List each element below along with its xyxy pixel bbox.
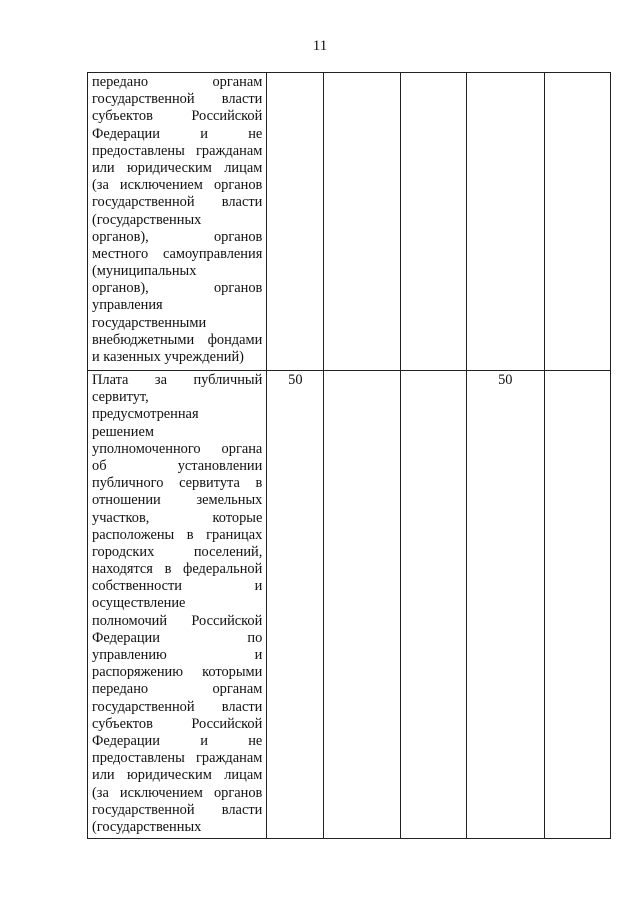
text-word: решением (92, 423, 154, 440)
text-word: или (92, 767, 115, 784)
text-word: государственной (92, 698, 195, 715)
text-word: по (247, 629, 263, 646)
text-line (92, 595, 262, 612)
text-word: Российской (191, 715, 263, 732)
text-line (92, 681, 262, 698)
value-cell: 50 (267, 371, 324, 839)
text-word: государственной (92, 801, 195, 818)
text-word: в (186, 526, 194, 543)
text-line (92, 492, 262, 509)
text-word: отношении (92, 492, 161, 509)
text-word: передано (92, 681, 149, 698)
text-word: осуществление (92, 595, 186, 612)
text-word: власти (221, 801, 263, 818)
text-line (92, 91, 262, 108)
text-line (92, 212, 262, 229)
text-word: местного (92, 245, 149, 262)
text-word: публичный (193, 372, 263, 388)
text-line (92, 332, 262, 349)
text-line (92, 767, 262, 784)
text-line (92, 750, 262, 767)
text-line (92, 349, 262, 366)
text-word: субъектов (92, 715, 153, 732)
text-line (92, 177, 262, 194)
text-word: органов (213, 280, 263, 297)
text-word: участков, (92, 509, 150, 526)
value-cell (267, 73, 324, 371)
value-cell (544, 73, 610, 371)
text-line (92, 561, 262, 578)
page-number: 11 (312, 38, 328, 54)
text-line (92, 194, 262, 211)
text-word: управления (92, 297, 163, 314)
text-line (92, 716, 262, 733)
text-word: Федерации (92, 125, 160, 142)
text-word: исключением (119, 784, 203, 801)
text-word: фондами (207, 331, 263, 348)
text-word: которые (212, 509, 263, 526)
budget-table (87, 72, 611, 839)
text-word: органа (221, 440, 263, 457)
text-line (92, 630, 262, 647)
text-line (92, 510, 262, 527)
text-word: установлении (177, 457, 263, 474)
text-word: государственной (92, 194, 195, 211)
text-word: и казенных учреждений) (92, 349, 244, 365)
value-cell (400, 371, 466, 839)
text-word: Российской (191, 108, 263, 125)
text-line (92, 699, 262, 716)
text-word: полномочий (92, 612, 168, 629)
text-line (92, 389, 262, 406)
text-word: органов (213, 784, 263, 801)
income-description-cell (88, 371, 267, 839)
text-word: Федерации (92, 629, 160, 646)
value-cell (400, 73, 466, 371)
text-word: находятся (92, 561, 153, 578)
text-word: органам (212, 681, 263, 698)
text-word: Федерации (92, 732, 160, 749)
text-word: юридическим (127, 159, 212, 176)
text-line (92, 544, 262, 561)
text-line (92, 143, 262, 160)
text-line (92, 372, 262, 389)
value-cell (466, 73, 544, 371)
text-line (92, 647, 262, 664)
text-word: внебюджетными (92, 331, 195, 348)
text-word: и (200, 732, 208, 749)
text-word: (за (92, 177, 109, 194)
text-line (92, 280, 262, 297)
value-cell (324, 73, 400, 371)
text-word: государственными (92, 314, 207, 331)
text-word: и (200, 125, 208, 142)
text-word: за (154, 372, 167, 388)
text-word: предоставлены (92, 142, 185, 159)
text-word: предусмотренная (92, 406, 199, 423)
text-word: собственности (92, 578, 183, 595)
text-word: (государственных (92, 211, 202, 228)
text-word: исключением (119, 177, 203, 194)
text-word: (государственных (92, 818, 202, 835)
text-line (92, 297, 262, 314)
text-word: Плата (92, 372, 129, 388)
value-cell: 50 (466, 371, 544, 839)
text-word: или (92, 159, 115, 176)
text-word: лицам (224, 159, 263, 176)
text-word: лицам (224, 767, 263, 784)
text-line (92, 424, 262, 441)
text-word: субъектов (92, 108, 153, 125)
text-word: власти (221, 194, 263, 211)
table-row (88, 73, 611, 371)
text-word: власти (221, 91, 263, 108)
text-word: передано (92, 74, 149, 90)
text-word: органам (212, 74, 263, 90)
text-line (92, 315, 262, 332)
table-row (88, 371, 611, 839)
text-word: распоряжению (92, 664, 183, 681)
text-word: органов (213, 177, 263, 194)
text-word: самоуправления (162, 245, 263, 262)
text-line (92, 527, 262, 544)
text-line (92, 785, 262, 802)
text-line (92, 74, 262, 91)
text-word: органов), (92, 280, 149, 297)
text-line (92, 160, 262, 177)
text-line (92, 578, 262, 595)
text-word: органов), (92, 228, 149, 245)
text-line (92, 819, 262, 836)
text-word: федеральной (183, 561, 263, 578)
text-word: расположены (92, 526, 175, 543)
text-word: предоставлены (92, 750, 185, 767)
text-line (92, 613, 262, 630)
text-word: в (164, 561, 172, 578)
text-line (92, 802, 262, 819)
text-word: земельных (196, 492, 263, 509)
text-line (92, 246, 262, 263)
text-word: власти (221, 698, 263, 715)
text-word: городских (92, 543, 155, 560)
text-word: в (255, 475, 263, 492)
text-word: публичного (92, 475, 164, 492)
text-word: которыми (202, 664, 263, 681)
text-word: государственной (92, 91, 195, 108)
income-description-cell (88, 73, 267, 371)
text-line (92, 108, 262, 125)
text-word: органов (213, 228, 263, 245)
text-line (92, 664, 262, 681)
text-word: границах (206, 526, 263, 543)
text-word: и (254, 647, 263, 663)
value-cell (544, 371, 610, 839)
text-line (92, 733, 262, 750)
text-word: об (92, 457, 107, 474)
text-word: не (248, 125, 263, 142)
text-line (92, 458, 262, 475)
text-word: (за (92, 784, 109, 801)
value-cell (324, 371, 400, 839)
text-word: (муниципальных (92, 263, 197, 280)
text-line (92, 406, 262, 423)
text-word: и (254, 578, 263, 595)
text-line (92, 263, 262, 280)
text-word: гражданам (195, 750, 263, 767)
text-word: не (248, 732, 263, 749)
text-line (92, 126, 262, 143)
text-word: управлению (92, 647, 167, 663)
text-word: уполномоченного (92, 440, 201, 457)
text-line (92, 229, 262, 246)
text-word: поселений, (193, 543, 263, 560)
text-word: Российской (191, 612, 263, 629)
text-word: гражданам (195, 142, 263, 159)
text-word: юридическим (127, 767, 212, 784)
text-line (92, 441, 262, 458)
text-word: сервитут, (92, 389, 149, 406)
text-word: сервитута (179, 475, 240, 492)
text-line (92, 475, 262, 492)
